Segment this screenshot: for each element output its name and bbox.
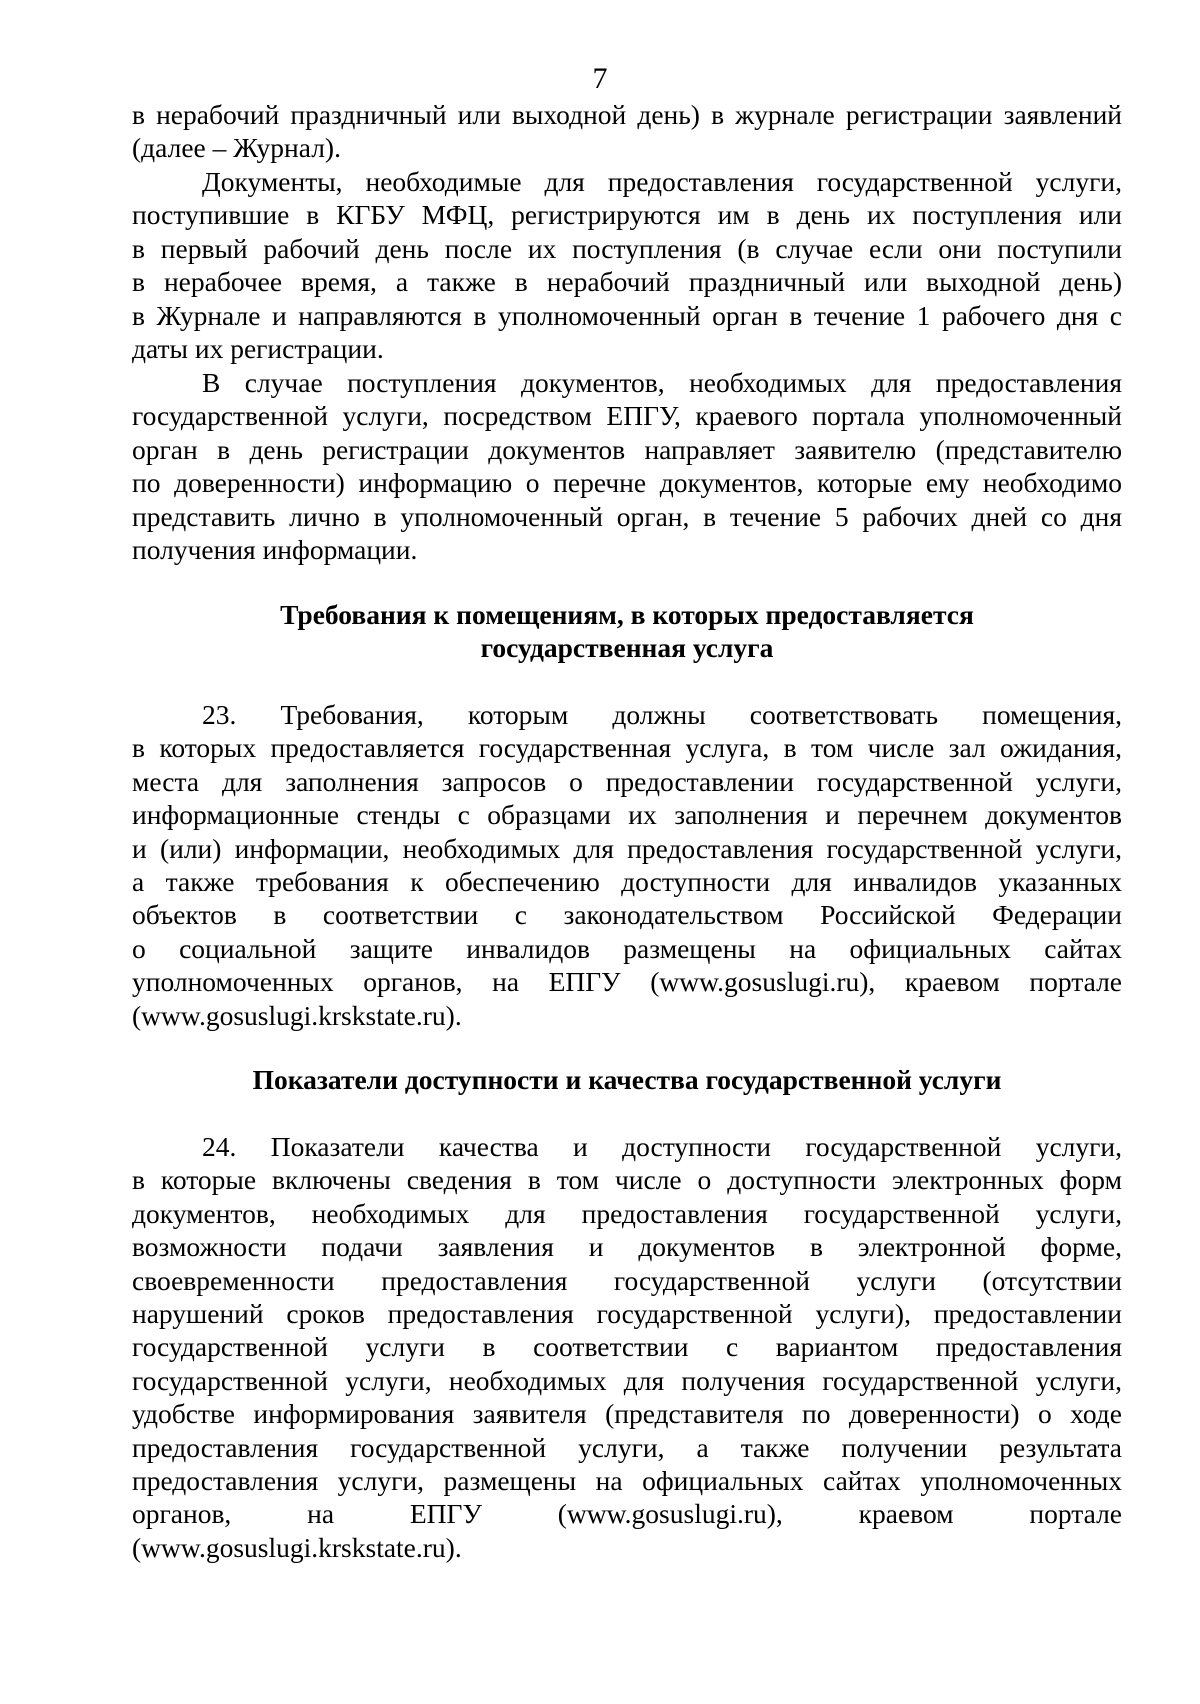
text-line: информационные стенды с образцами их заполнения и перечнем документов	[132, 799, 1122, 831]
text-line: уполномоченных органов, на ЕПГУ (www.gosuslugi.ru), краевом портале	[132, 966, 1122, 998]
paragraph-23	[132, 698, 1122, 1032]
text-line: орган в день регистрации документов направляет заявителю (представителю	[132, 433, 1122, 465]
text-line: и (или) информации, необходимых для предоставления государственной услуги,	[132, 832, 1122, 864]
text-line: (www.gosuslugi.krskstate.ru).	[132, 999, 462, 1031]
page-number: 7	[592, 62, 608, 95]
text-line: возможности подачи заявления и документов в электронной форме,	[132, 1231, 1122, 1263]
text-line: государственной услуги, посредством ЕПГУ, краевого портала уполномоченный	[132, 400, 1122, 432]
text-line: места для заполнения запросов о предоставлении государственной услуги,	[132, 765, 1122, 797]
paragraph-continuation	[132, 98, 1122, 165]
text-line: нарушений сроков предоставления государственной услуги), предоставлении	[132, 1297, 1122, 1329]
text-line: в которые включены сведения в том числе о доступности электронных форм	[132, 1164, 1122, 1196]
text-line: поступившие в КГБУ МФЦ, регистрируются им в день их поступления или	[132, 199, 1122, 231]
paragraph-24	[132, 1130, 1122, 1564]
text-line: 23. Требования, которым должны соответствовать помещения,	[202, 699, 1122, 730]
text-line: государственной услуги, необходимых для получения государственной услуги,	[132, 1364, 1122, 1396]
text-line: удобстве информирования заявителя (представителя по доверенности) о ходе	[132, 1398, 1122, 1430]
text-line: своевременности предоставления государственной услуги (отсутствии	[132, 1264, 1122, 1296]
text-line: объектов в соответствии с законодательством Российской Федерации	[132, 899, 1122, 931]
text-line: в Журнале и направляются в уполномоченный орган в течение 1 рабочего дня с	[132, 299, 1122, 331]
paragraph-documents-registration	[132, 165, 1122, 365]
heading-line: Показатели доступности и качества государственной услуги	[252, 1064, 1002, 1095]
text-line: (далее – Журнал).	[132, 132, 341, 164]
text-line: в первый рабочий день после их поступления (в случае если они поступили	[132, 232, 1122, 264]
text-line: даты их регистрации.	[132, 332, 384, 364]
paragraph-epgu-submission	[132, 366, 1122, 566]
section-heading-premises	[132, 598, 1122, 665]
text-line: документов, необходимых для предоставления государственной услуги,	[132, 1197, 1122, 1229]
text-line: в которых предоставляется государственная услуга, в том числе зал ожидания,	[132, 732, 1122, 764]
text-line: 24. Показатели качества и доступности государственной услуги,	[202, 1131, 1122, 1162]
text-line: В случае поступления документов, необходимых для предоставления	[202, 367, 1122, 398]
text-line: представить лично в уполномоченный орган, в течение 5 рабочих дней со дня	[132, 500, 1122, 532]
text-line: по доверенности) информацию о перечне документов, которые ему необходимо	[132, 467, 1122, 499]
text-line: государственной услуги в соответствии с вариантом предоставления	[132, 1331, 1122, 1363]
heading-line: Требования к помещениям, в которых предоставляется	[280, 599, 974, 630]
heading-line: государственная услуга	[480, 632, 774, 664]
text-line: предоставления государственной услуги, а также получении результата	[132, 1431, 1122, 1463]
section-heading-quality	[132, 1063, 1122, 1096]
text-line: предоставления услуги, размещены на официальных сайтах уполномоченных	[132, 1464, 1122, 1496]
text-line: органов, на ЕПГУ (www.gosuslugi.ru), краевом портале	[132, 1498, 1122, 1530]
text-line: получения информации.	[132, 533, 418, 565]
text-line: (www.gosuslugi.krskstate.ru).	[132, 1531, 462, 1563]
text-line: в нерабочий праздничный или выходной день) в журнале регистрации заявлений	[132, 99, 1122, 130]
text-line: в нерабочее время, а также в нерабочий праздничный или выходной день)	[132, 266, 1122, 298]
text-line: Документы, необходимые для предоставления государственной услуги,	[202, 166, 1122, 197]
text-line: а также требования к обеспечению доступности для инвалидов указанных	[132, 865, 1122, 897]
text-line: о социальной защите инвалидов размещены на официальных сайтах	[132, 932, 1122, 964]
